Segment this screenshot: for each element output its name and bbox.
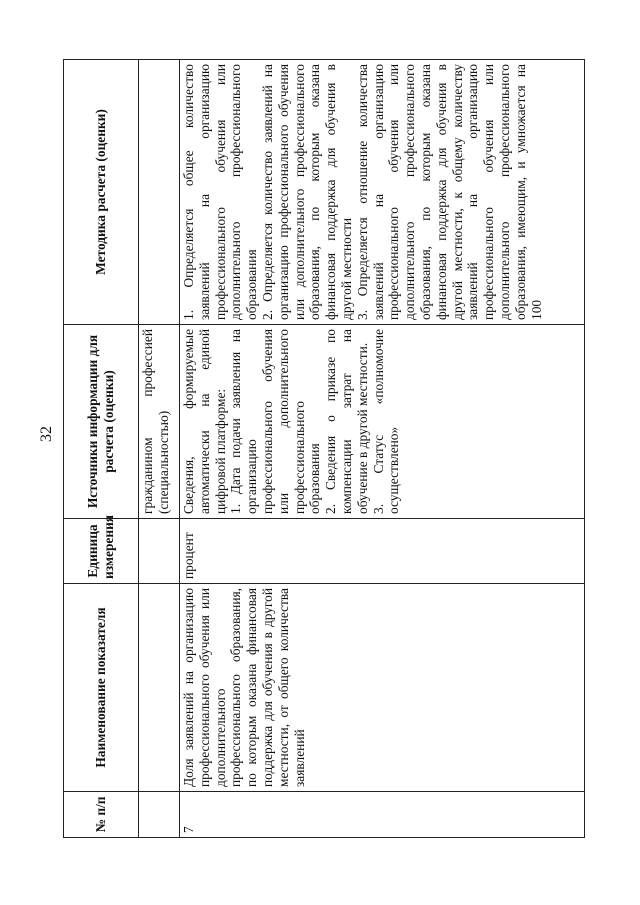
rotated-table-region bbox=[63, 60, 585, 838]
row7-unit: процент bbox=[180, 519, 585, 584]
cont-name bbox=[139, 584, 180, 792]
cont-sources: гражданином профессией (специальностью) bbox=[139, 325, 180, 519]
header-sources: Источники информации для расчета (оценки) bbox=[64, 325, 139, 519]
header-row bbox=[64, 60, 139, 838]
method-step: 3. Определяется отношение количества заявлений на организацию профессионального обучения или дополнительного профессионального образования, по которым оказана финансовая поддержка для обучения в другой местности, к общему количеству заявлений на организацию профессионального обучения или дополнительного профессионального образования, имеющим, и умножается на 100 bbox=[354, 64, 544, 320]
cont-method bbox=[139, 60, 180, 325]
table-row-7 bbox=[180, 60, 585, 838]
method-step: 2. Определяется количество заявлений на организацию профессионального обучения или дополнительного профессионального образования, по которым оказана финансовая поддержка для обучения в другой местности bbox=[259, 64, 354, 320]
source-line: 3. Статус «полномочие осуществлено» bbox=[370, 329, 402, 514]
header-name: Наименование показателя bbox=[64, 584, 139, 792]
row7-name: Доля заявлений на организацию профессионального обучения или дополнительного профессионального образования, по которым оказана финансовая поддержка для обучения в другой местности, от общего количества заявлений bbox=[180, 584, 585, 792]
row7-sources bbox=[180, 325, 585, 519]
row7-num: 7 bbox=[180, 792, 585, 838]
source-line: 1. Дата подачи заявления на организацию профессионального обучения или дополнительного профессионального образования bbox=[228, 329, 323, 514]
source-line: Сведения, формируемые автоматически на единой цифровой платформе: bbox=[181, 329, 228, 514]
row7-method bbox=[180, 60, 585, 325]
header-method: Методика расчета (оценки) bbox=[64, 60, 139, 325]
source-line: 2. Сведения о приказе по компенсации затрат на обучение в другой местности. bbox=[323, 329, 370, 514]
header-num: № п/п bbox=[64, 792, 139, 838]
indicator-table bbox=[63, 59, 585, 838]
cont-num bbox=[139, 792, 180, 838]
continuation-row bbox=[139, 60, 180, 838]
method-step: 1. Определяется общее количество заявлений на организацию профессионального обучения или дополнительного профессионального образования bbox=[181, 64, 260, 320]
header-unit: Единица измерения bbox=[64, 519, 139, 584]
page-number: 32 bbox=[38, 426, 55, 442]
cont-unit bbox=[139, 519, 180, 584]
